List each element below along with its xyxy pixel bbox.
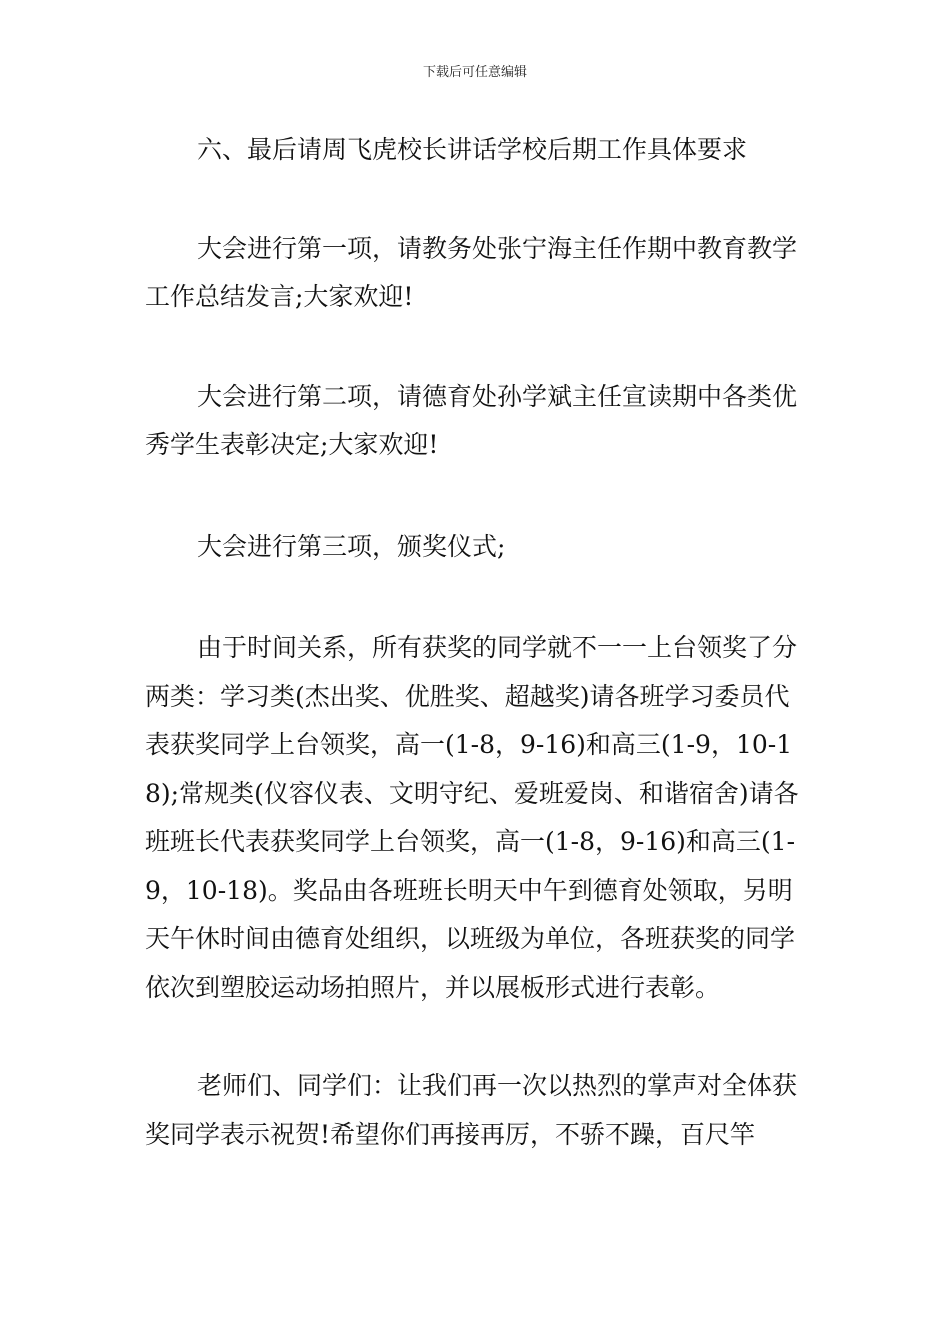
page-header: 下载后可任意编辑 [422, 65, 527, 80]
paragraph-first-item: 大会进行第一项，请教务处张宁海主任作期中教育教学工作总结发言;大家欢迎! [145, 233, 798, 311]
paragraph-closing-remarks: 老师们、同学们：让我们再一次以热烈的掌声对全体获奖同学表示祝贺!希望你们再接再厉，不骄不躁，百尺竿 [145, 1071, 798, 1149]
paragraph-award-arrangement: 由于时间关系，所有获奖的同学就不一一上台领奖了分两类：学习类(杰出奖、优胜奖、超越奖)请各班学习委员代表获奖同学上台领奖，高一(1-8，9-16)和高三(1-9，10-18);常规类(仪容仪表、文明守纪、爱班爱岗、和谐宿舍)请各班班长代表获奖同学上台领奖，高一(1-8，9-16)和高三(1-9，10-18)。奖品由各班班长明天中午到德育处领取，另明天午休时间由德育处组织，以班级为单位，各班获奖的同学依次到塑胶运动场拍照片，并以展板形式进行表彰。 [145, 633, 799, 1002]
paragraph-agenda-item-six: 六、最后请周飞虎校长讲话学校后期工作具体要求 [197, 135, 748, 164]
document-body [145, 126, 810, 1159]
paragraph-third-item: 大会进行第三项，颁奖仪式; [197, 531, 506, 561]
paragraph-second-item: 大会进行第二项，请德育处孙学斌主任宣读期中各类优秀学生表彰决定;大家欢迎! [145, 381, 798, 459]
